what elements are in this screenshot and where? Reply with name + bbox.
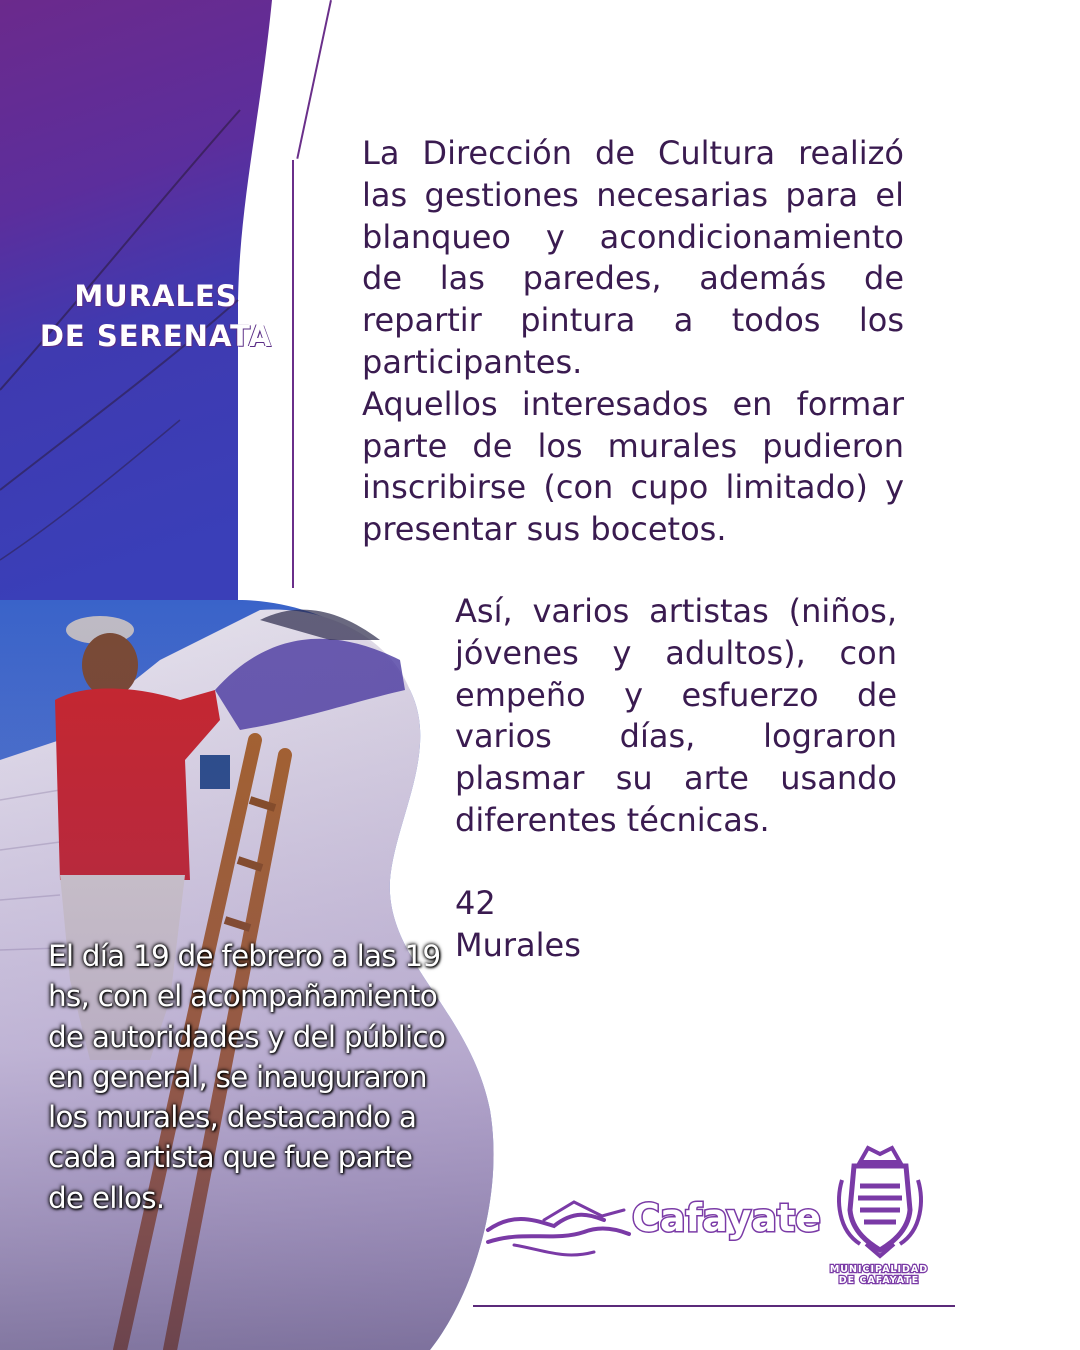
registration-paragraph: Aquellos interesados en formar parte de los murales pudieron inscribirse (con cupo limitado) y presentar sus bocetos.	[362, 384, 904, 549]
murals-count	[455, 882, 581, 966]
intro-text-block	[362, 133, 904, 551]
artists-text-block	[455, 591, 897, 842]
intro-paragraph: La Dirección de Cultura realizó las gestiones necesarias para el blanqueo y acondicionamiento de las paredes, además de repartir pintura a todos los participantes.	[362, 134, 904, 381]
municipality-line-1: MUNICIPALIDAD	[829, 1264, 929, 1275]
bottom-divider	[473, 1305, 955, 1307]
murals-count-number: 42	[455, 884, 496, 922]
title-line-2: DE SERENATA	[39, 319, 273, 353]
post-title	[36, 276, 276, 356]
title-line-1: MURALES	[74, 279, 238, 313]
murals-count-label: Murales	[455, 926, 581, 964]
cafayate-wordmark: Cafayate	[632, 1196, 821, 1240]
municipal-crest-icon	[830, 1140, 930, 1260]
decorative-vertical-line	[292, 160, 294, 588]
inauguration-text: El día 19 de febrero a las 19 hs, con el acompañamiento de autoridades y del público en general, se inauguraron los murales, destacando a cada artista que fue parte de ellos.	[48, 939, 446, 1215]
artists-paragraph: Así, varios artistas (niños, jóvenes y adultos), con empeño y esfuerzo de varios días, lograron plasmar su arte usando diferentes técnicas.	[455, 592, 897, 839]
municipality-line-2: DE CAFAYATE	[838, 1275, 920, 1286]
